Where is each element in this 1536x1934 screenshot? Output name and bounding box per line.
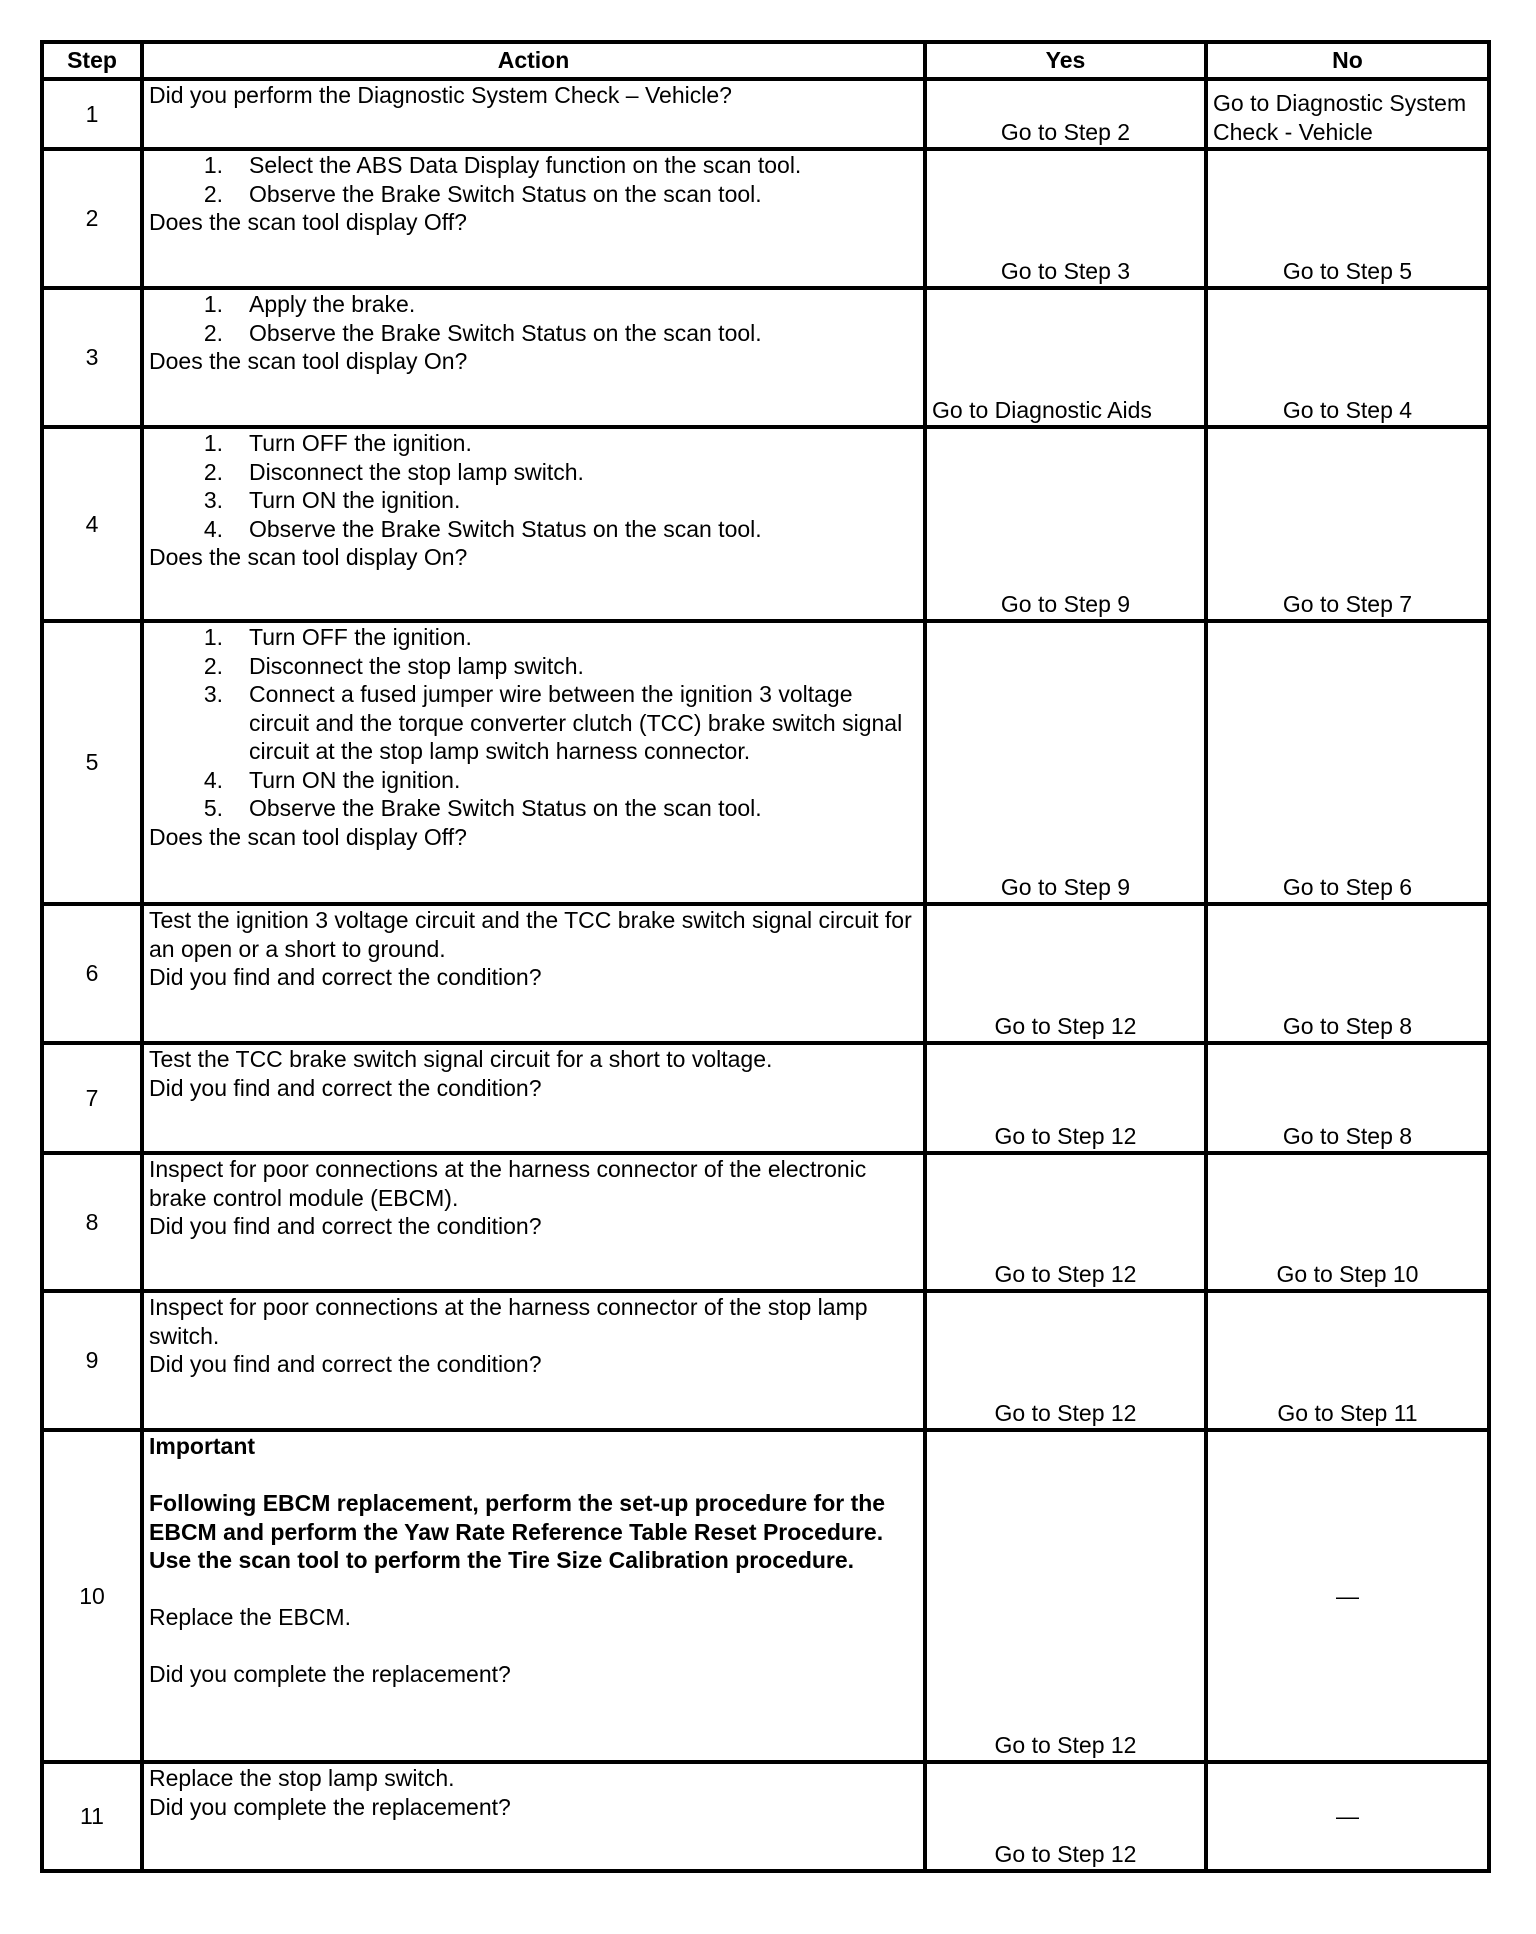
action-text: Inspect for poor connections at the harness connector of the electronic brake control module (EBCM).	[149, 1156, 867, 1211]
action-text: Inspect for poor connections at the harness connector of the stop lamp switch.	[149, 1294, 868, 1349]
header-row	[42, 42, 1489, 79]
question-text: Does the scan tool display Off?	[149, 823, 467, 850]
list-item: 3. Turn ON the ignition.	[203, 487, 461, 513]
step-number: 5	[42, 621, 142, 904]
no-result: —	[1206, 1762, 1489, 1871]
table-row	[42, 149, 1489, 288]
no-result: Go to Step 5	[1206, 149, 1489, 288]
question-text: Did you complete the replacement?	[149, 1661, 511, 1687]
question-text: Did you find and correct the condition?	[149, 1213, 542, 1239]
step-number: 6	[42, 904, 142, 1043]
list-item: 3. Connect a fused jumper wire between the ignition 3 voltage circuit and the torque converter clutch (TCC) brake switch signal circuit at the stop lamp switch harness connector.	[203, 681, 903, 764]
question-text: Did you complete the replacement?	[149, 1793, 511, 1820]
yes-result: Go to Step 12	[925, 904, 1206, 1043]
list-item: 2. Observe the Brake Switch Status on the scan tool.	[203, 319, 762, 346]
no-result: Go to Diagnostic System Check - Vehicle	[1206, 79, 1489, 149]
no-result: Go to Step 10	[1206, 1153, 1489, 1291]
important-label: Important	[149, 1433, 256, 1459]
list-item: 4. Turn ON the ignition.	[203, 766, 461, 793]
table-row	[42, 621, 1489, 904]
diagnostic-table	[40, 40, 1491, 1873]
action-text: Replace the EBCM.	[149, 1604, 351, 1630]
table-row	[42, 904, 1489, 1043]
list-item: 1. Turn OFF the ignition.	[203, 430, 472, 456]
action-cell	[142, 288, 925, 427]
list-item: 2. Disconnect the stop lamp switch.	[203, 458, 584, 485]
action-text: Test the ignition 3 voltage circuit and the TCC brake switch signal circuit for an open or a short to ground.	[149, 907, 912, 962]
table-row	[42, 288, 1489, 427]
action-cell	[142, 904, 925, 1043]
header-yes: Yes	[925, 42, 1206, 79]
step-number: 3	[42, 288, 142, 427]
action-cell	[142, 1291, 925, 1430]
table-row	[42, 1153, 1489, 1291]
yes-result: Go to Step 2	[925, 79, 1206, 149]
yes-result: Go to Diagnostic Aids	[925, 288, 1206, 427]
table-row	[42, 1043, 1489, 1153]
yes-result: Go to Step 12	[925, 1430, 1206, 1762]
action-text: Test the TCC brake switch signal circuit for a short to voltage.	[149, 1046, 773, 1072]
table-row	[42, 427, 1489, 621]
action-cell	[142, 621, 925, 904]
yes-result: Go to Step 12	[925, 1153, 1206, 1291]
list-item: 1. Turn OFF the ignition.	[203, 624, 472, 650]
list-item: 1. Select the ABS Data Display function on the scan tool.	[203, 152, 802, 178]
no-result: Go to Step 4	[1206, 288, 1489, 427]
table-row	[42, 1291, 1489, 1430]
no-result: Go to Step 8	[1206, 904, 1489, 1043]
no-result: Go to Step 8	[1206, 1043, 1489, 1153]
list-item: 5. Observe the Brake Switch Status on the scan tool.	[203, 795, 762, 821]
list-item: 1. Apply the brake.	[203, 291, 416, 317]
question-text: Did you find and correct the condition?	[149, 1351, 542, 1377]
table-row	[42, 1430, 1489, 1762]
action-cell	[142, 427, 925, 621]
no-result: —	[1206, 1430, 1489, 1762]
step-number: 8	[42, 1153, 142, 1291]
step-number: 10	[42, 1430, 142, 1762]
important-note: Following EBCM replacement, perform the set-up procedure for the EBCM and perform the Yaw Rate Reference Table Reset Procedure. Use the scan tool to perform the Tire Size Calibration procedure.	[149, 1490, 886, 1573]
no-result: Go to Step 6	[1206, 621, 1489, 904]
table-row	[42, 79, 1489, 149]
header-step: Step	[42, 42, 142, 79]
step-number: 9	[42, 1291, 142, 1430]
yes-result: Go to Step 12	[925, 1291, 1206, 1430]
action-cell	[142, 149, 925, 288]
question-text: Does the scan tool display On?	[149, 544, 468, 570]
action-cell	[142, 1153, 925, 1291]
action-text: Did you perform the Diagnostic System Check – Vehicle?	[142, 79, 925, 149]
list-item: 2. Observe the Brake Switch Status on the scan tool.	[203, 180, 762, 207]
no-result: Go to Step 11	[1206, 1291, 1489, 1430]
yes-result: Go to Step 3	[925, 149, 1206, 288]
step-number: 1	[42, 79, 142, 149]
yes-result: Go to Step 9	[925, 427, 1206, 621]
table-row	[42, 1762, 1489, 1871]
question-text: Did you find and correct the condition?	[149, 1074, 542, 1101]
header-no: No	[1206, 42, 1489, 79]
header-action: Action	[142, 42, 925, 79]
question-text: Did you find and correct the condition?	[149, 964, 542, 990]
step-number: 7	[42, 1043, 142, 1153]
step-number: 4	[42, 427, 142, 621]
list-item: 4. Observe the Brake Switch Status on the scan tool.	[203, 515, 762, 542]
question-text: Does the scan tool display Off?	[149, 209, 467, 235]
action-cell	[142, 1043, 925, 1153]
yes-result: Go to Step 9	[925, 621, 1206, 904]
list-item: 2. Disconnect the stop lamp switch.	[203, 652, 584, 679]
action-text: Replace the stop lamp switch.	[149, 1765, 455, 1791]
no-result: Go to Step 7	[1206, 427, 1489, 621]
yes-result: Go to Step 12	[925, 1762, 1206, 1871]
step-number: 2	[42, 149, 142, 288]
action-cell	[142, 1430, 925, 1762]
action-cell	[142, 1762, 925, 1871]
question-text: Does the scan tool display On?	[149, 348, 468, 374]
step-number: 11	[42, 1762, 142, 1871]
yes-result: Go to Step 12	[925, 1043, 1206, 1153]
